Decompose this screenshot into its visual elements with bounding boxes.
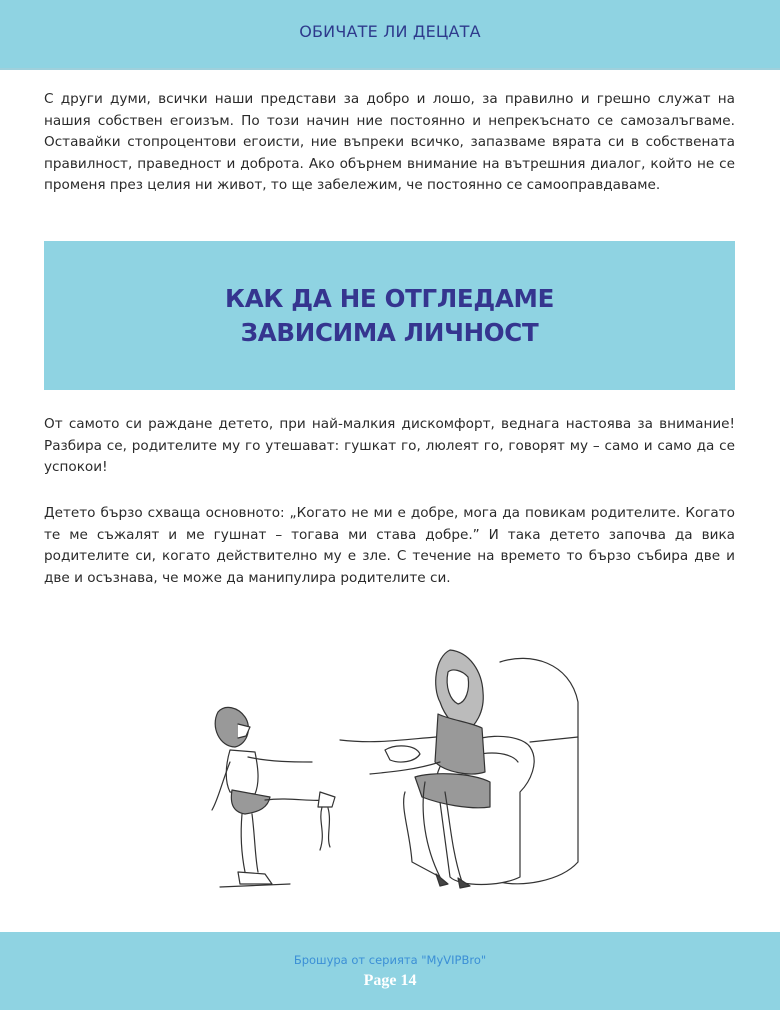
section-title-line-2: ЗАВИСИМА ЛИЧНОСТ	[240, 317, 539, 347]
body-paragraph: От самото си раждане детето, при най-малкия дискомфорт, веднага настоява за внимание! Разбира се, родителите му го утешават: гушкат го, люлеят го, говорят му – само и само да се успокои!	[44, 416, 735, 475]
section-heading-box	[44, 241, 735, 390]
running-header-title: ОБИЧАТЕ ЛИ ДЕЦАТА	[299, 21, 481, 41]
section-title-line-1: КАК ДА НЕ ОТГЛЕДАМЕ	[224, 283, 555, 313]
body-paragraph: Детето бързо схваща основното: „Когато не ми е добре, мога да повикам родителите. Когато те ме съжалят и ме гушнат – тогава ми става добре.” И така детето започва да вика родителите си, когато действително му е зле. С течение на времето то бързо събира две и две и осъзнава, че може да манипулира родителите си.	[44, 505, 735, 586]
page-number: Page 14	[363, 972, 417, 989]
intro-paragraph: С други думи, всички наши представи за добро и лошо, за правилно и грешно служат на нашия собствен егоизъм. По този начин ние постоянно и непрекъснато се самозалъгваме. Оставайки стопроцентови егоисти, ние въпреки всичко, запазваме вярата си в собствената правилност, праведност и доброта. Ако обърнем внимание на вътрешния диалог, който не се променя през целия ни живот, то ще забележим, че постоянно се самооправдаваме.	[44, 91, 735, 193]
footer-series-label: Брошура от серията "MyVIPBro"	[293, 953, 487, 967]
header-band	[0, 0, 780, 70]
footer-band	[0, 932, 780, 1010]
child-drawing	[212, 707, 335, 887]
illustration-child-and-mother	[200, 632, 580, 900]
